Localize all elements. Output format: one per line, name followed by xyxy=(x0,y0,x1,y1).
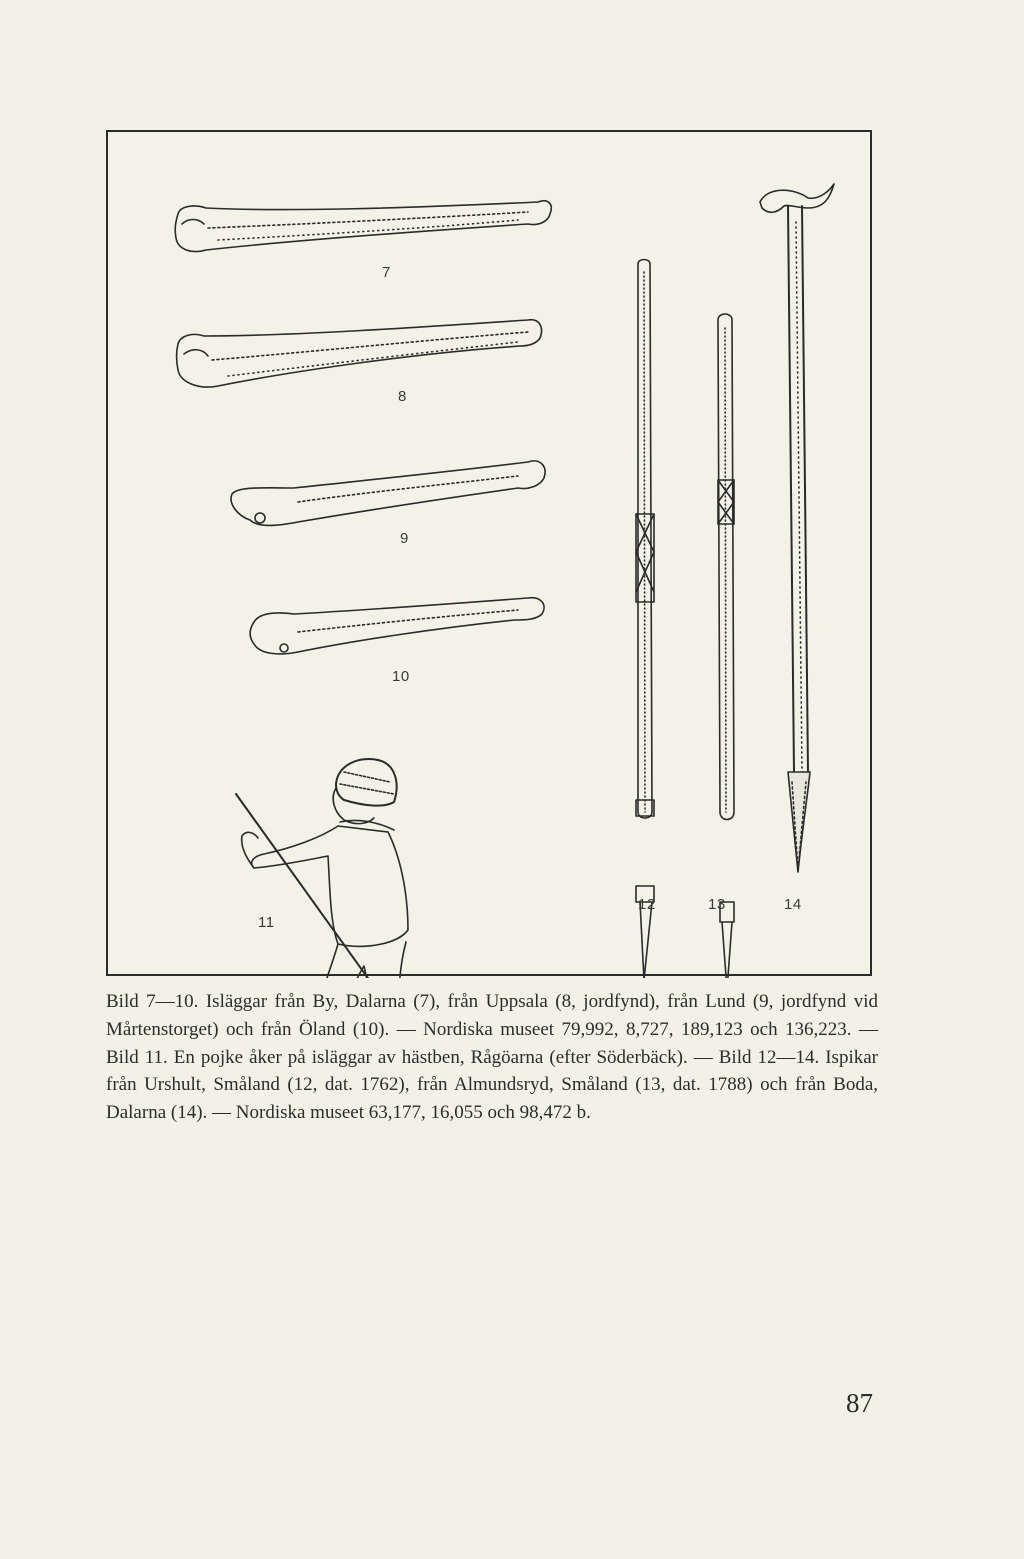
figure-label-10: 10 xyxy=(392,668,410,685)
illustration-drawing xyxy=(108,132,874,978)
figure-label-9: 9 xyxy=(400,530,409,547)
figure-label-11: 11 xyxy=(258,914,275,931)
page-number: 87 xyxy=(846,1388,873,1418)
ice-pick-14 xyxy=(760,184,834,872)
figure-label-12: 12 xyxy=(638,896,656,913)
figure-label-8: 8 xyxy=(398,388,407,405)
figure-caption xyxy=(106,988,878,1127)
bone-skate-7 xyxy=(175,201,551,252)
caption-text: Bild 7—10. Isläggar från By, Dalarna (7), från Uppsala (8, jordfynd), från Lund (9, jordfynd vid Mårtenstorget) och från Öland (10). — Nordiska museet 79,992, 8,727, 189,123 och 136,223. — Bild 11. En pojke åker på isläggar av hästben, Rågöarna (efter Söderbäck). — Bild 12—14. Ispikar från Urshult, Småland (12, dat. 1762), från Almundsryd, Småland (13, dat. 1788) och från Boda, Dalarna (14). — Nordiska museet 63,177, 16,055 och 98,472 b. xyxy=(106,991,878,1124)
bone-skate-8 xyxy=(177,320,542,387)
figure-label-7: 7 xyxy=(382,264,391,281)
illustration-plate xyxy=(106,130,872,976)
figure-label-13: 13 xyxy=(708,896,726,913)
figure-label-14: 14 xyxy=(784,896,802,913)
boy-on-bone-skates xyxy=(236,759,492,978)
bone-skate-10 xyxy=(250,598,544,654)
ice-pick-12 xyxy=(636,260,654,979)
ice-pick-13 xyxy=(718,314,734,978)
bone-skate-9 xyxy=(231,461,545,526)
